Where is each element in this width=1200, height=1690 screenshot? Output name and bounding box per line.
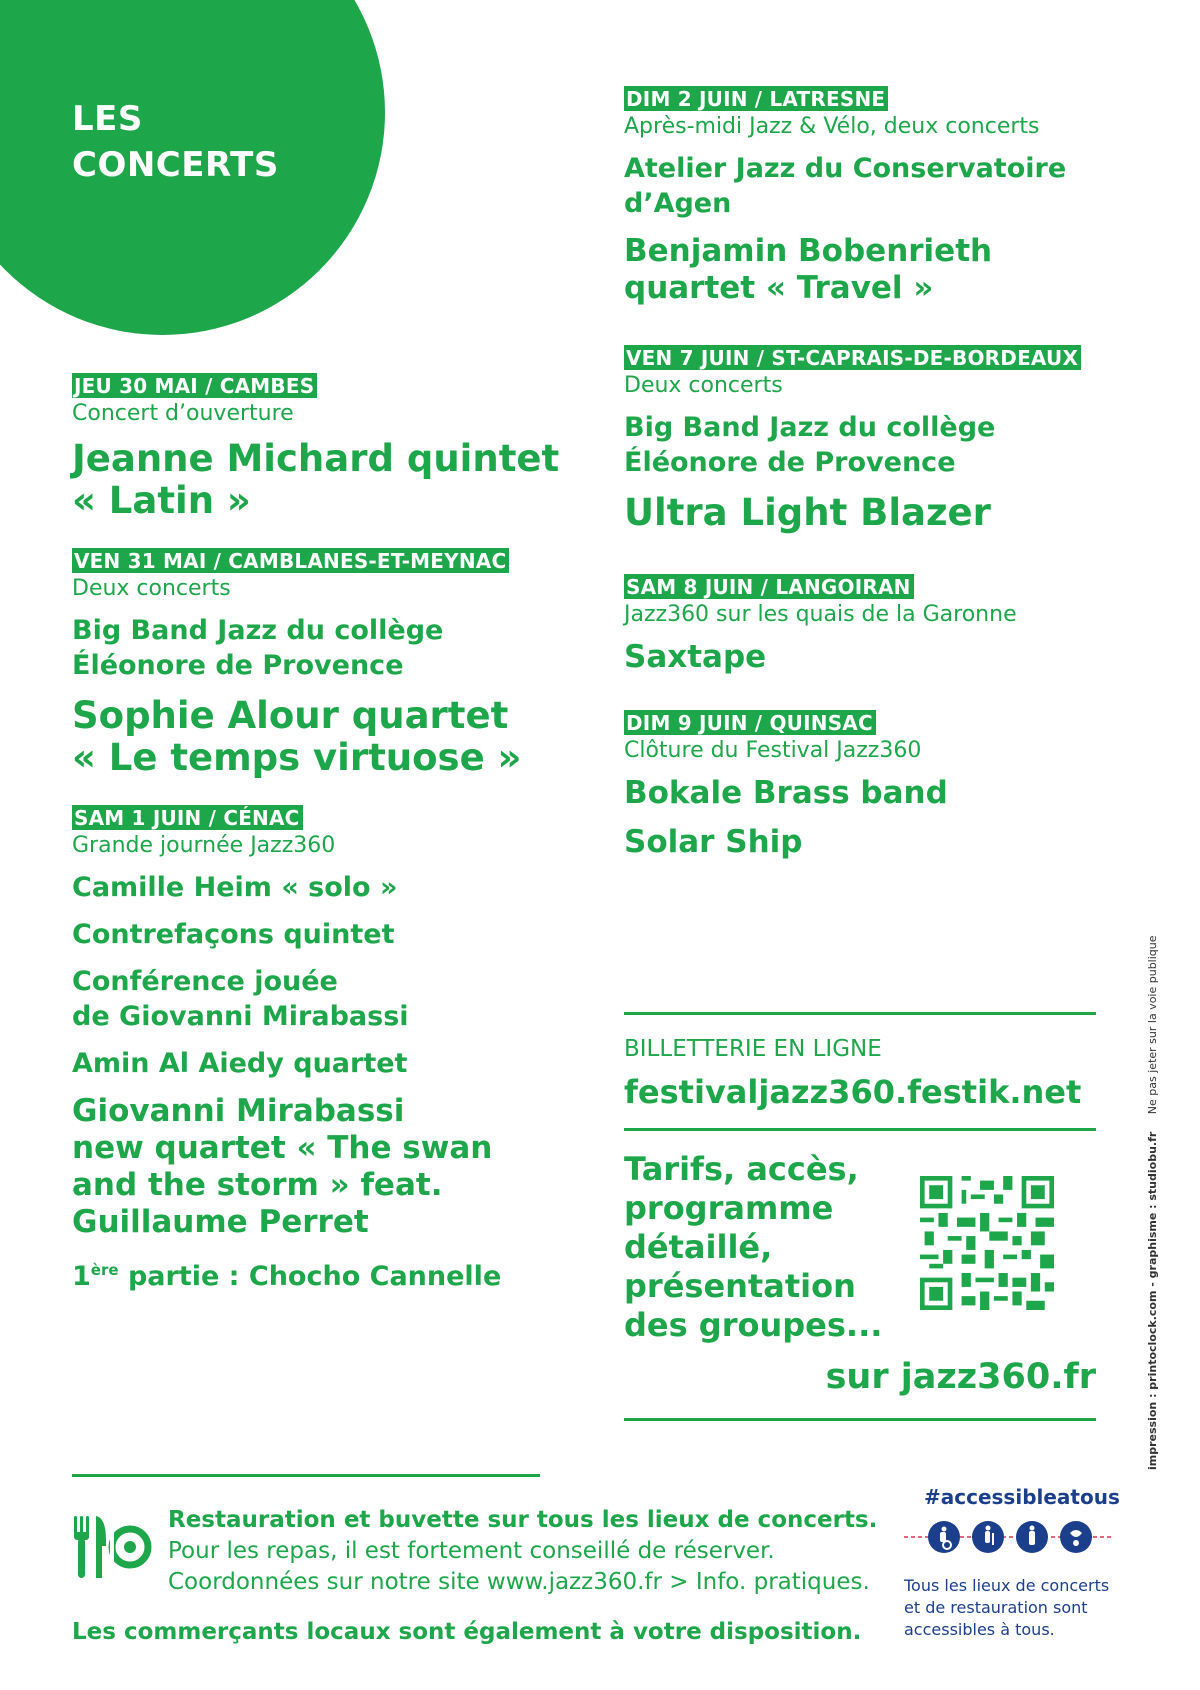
divider [624,1012,1096,1015]
act-benjamin-bobenrieth [624,233,1094,307]
restauration-footer: Les commerçants locaux sont également à votre disposition. [72,1619,862,1645]
event-subtitle: Clôture du Festival Jazz360 [624,738,922,763]
act-line: Giovanni Mirabassi [72,1093,405,1129]
site-link[interactable]: sur jazz360.fr [825,1357,1096,1397]
date-tag: VEN 7 JUIN / ST-CAPRAIS-DE-BORDEAUX [624,345,1081,370]
act-line: new quartet « The swan [72,1130,493,1166]
accessibility-line: accessibles à tous. [904,1620,1055,1639]
act-jeanne-michard [72,438,592,522]
act-big-band-2 [624,410,1094,480]
accessibility-text [904,1575,1124,1641]
left-column [72,373,592,1320]
divider [624,1418,1096,1421]
act-line: quartet « Travel » [624,270,934,306]
accessibility-hashtag: #accessibleatous [924,1485,1120,1509]
act-line: Éléonore de Provence [624,447,956,478]
act-line: « Le temps virtuose » [72,736,522,779]
event-dim-9-juin [624,710,1094,861]
info-block [624,1150,914,1345]
date-tag: DIM 9 JUIN / QUINSAC [624,710,876,735]
act-line: and the storm » feat. [72,1167,443,1203]
act-sophie-alour [72,695,592,779]
act-amin-al-aiedy: Amin Al Aiedy quartet [72,1048,408,1079]
divider [624,1128,1096,1131]
divider [72,1474,540,1477]
act-line: Benjamin Bobenrieth [624,233,993,269]
restaurant-icon [72,1512,152,1580]
info-line: programme [624,1189,834,1227]
info-line: Tarifs, accès, [624,1150,859,1188]
event-sam-8-juin [624,574,1094,676]
act-camille-heim: Camille Heim « solo » [72,872,398,903]
page-title [72,96,279,188]
event-jeu-30-mai [72,373,592,522]
ticketing-link[interactable]: festivaljazz360.festik.net [624,1073,1082,1111]
credits-vertical [1146,935,1159,1470]
act-ultra-light-blazer: Ultra Light Blazer [624,491,991,534]
restauration-line: Pour les repas, il est fortement conseillé de réserver. [168,1538,775,1564]
act-line: Guillaume Perret [72,1204,369,1240]
act-line: Éléonore de Provence [72,650,404,681]
date-tag: JEU 30 MAI / CAMBES [72,373,317,398]
restauration-title: Restauration et buvette sur tous les lieux de concerts. [168,1507,878,1533]
title-line-2: CONCERTS [72,145,279,185]
accessibility-icons [904,1515,1112,1559]
credits-notice: Ne pas jeter sur la voie publique [1146,935,1159,1115]
event-subtitle: Après-midi Jazz & Vélo, deux concerts [624,114,1040,139]
act-line: Sophie Alour quartet [72,694,509,737]
accessibility-line: Tous les lieux de concerts [904,1576,1110,1595]
opening-prefix: 1 [72,1261,91,1292]
info-line: détaillé, [624,1228,773,1266]
accessibility-line: et de restauration sont [904,1598,1088,1617]
event-sam-1-juin [72,805,592,1294]
act-line: de Giovanni Mirabassi [72,1001,409,1032]
act-contrefacons: Contrefaçons quintet [72,919,395,950]
event-dim-2-juin [624,86,1094,307]
date-tag: SAM 1 JUIN / CÉNAC [72,805,303,830]
act-saxtape: Saxtape [624,639,767,675]
credits-print: impression : printoclock.com - graphisme : studiobu.fr [1146,1131,1159,1470]
act-atelier-jazz [624,151,1094,221]
opening-act [72,1253,592,1294]
event-subtitle: Grande journée Jazz360 [72,833,336,858]
act-line: « Latin » [72,479,251,522]
act-line: Conférence jouée [72,966,338,997]
date-tag: VEN 31 MAI / CAMBLANES-ET-MEYNAC [72,548,509,573]
opening-text: partie : Chocho Cannelle [118,1261,502,1292]
qr-code-icon[interactable] [920,1176,1054,1310]
act-conference [72,964,592,1034]
act-line: Big Band Jazz du collège [624,412,996,443]
act-big-band [72,613,592,683]
restauration-line: Coordonnées sur notre site www.jazz360.fr > Info. pratiques. [168,1569,870,1595]
act-line: Atelier Jazz du Conservatoire [624,153,1067,184]
event-subtitle: Deux concerts [72,576,231,601]
title-line-1: LES [72,99,143,139]
ticketing-label: BILLETTERIE EN LIGNE [624,1036,882,1062]
act-line: Jeanne Michard quintet [72,437,560,480]
event-ven-31-mai [72,548,592,779]
date-tag: DIM 2 JUIN / LATRESNE [624,86,888,111]
info-line: présentation [624,1267,856,1305]
right-column [624,86,1094,887]
act-giovanni-mirabassi [72,1093,592,1241]
event-subtitle: Deux concerts [624,373,783,398]
act-bokale-brass: Bokale Brass band [624,775,948,811]
act-line: Big Band Jazz du collège [72,615,444,646]
date-tag: SAM 8 JUIN / LANGOIRAN [624,574,914,599]
act-solar-ship: Solar Ship [624,824,803,860]
opening-sup: ère [90,1261,119,1279]
event-subtitle: Concert d’ouverture [72,401,294,426]
restauration-block [168,1505,888,1598]
act-line: d’Agen [624,188,732,219]
info-line: des groupes... [624,1306,883,1344]
event-subtitle: Jazz360 sur les quais de la Garonne [624,602,1017,627]
event-ven-7-juin [624,345,1094,534]
